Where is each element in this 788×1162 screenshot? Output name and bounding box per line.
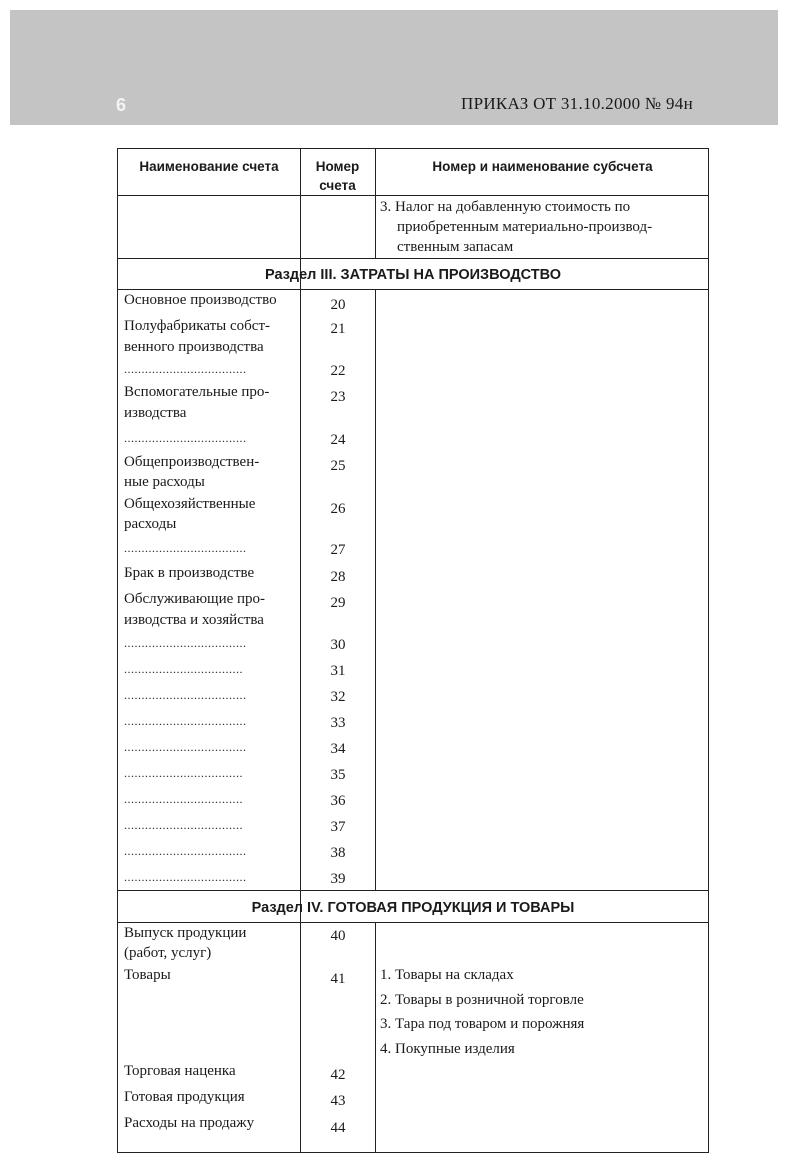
section-title: Раздел IV. ГОТОВАЯ ПРОДУКЦИЯ И ТОВАРЫ [251, 900, 575, 916]
account-number: 24 [330, 432, 346, 448]
account-name-placeholder: ................................... [124, 844, 247, 858]
account-name-placeholder: ................................... [124, 870, 247, 884]
account-name: изводства [124, 405, 187, 421]
subaccount-item: 3. Тара под товаром и порожняя [380, 1016, 585, 1032]
account-name: Общехозяйственные [124, 496, 256, 512]
account-number: 23 [330, 389, 346, 405]
subaccount-item: 1. Товары на складах [380, 967, 514, 983]
running-head: ПРИКАЗ ОТ 31.10.2000 № 94н [461, 94, 693, 113]
page-number: 6 [116, 95, 127, 115]
account-number: 36 [330, 793, 346, 809]
accounts-table [117, 148, 709, 1153]
column-divider-2c [375, 922, 376, 1153]
account-number: 21 [330, 321, 346, 337]
account-number: 34 [330, 741, 346, 757]
account-number: 43 [330, 1093, 346, 1109]
account-name: Брак в производстве [124, 565, 255, 581]
account-number: 31 [330, 663, 346, 679]
account-name: изводства и хозяйства [124, 612, 264, 628]
subaccount-item: 4. Покупные изделия [380, 1041, 515, 1057]
account-name-placeholder: ................................... [124, 362, 247, 376]
account-name-placeholder: ................................... [124, 636, 247, 650]
row-rule [118, 258, 708, 259]
account-name-placeholder: ................................... [124, 688, 247, 702]
account-name-placeholder: ................................... [124, 431, 247, 445]
account-number: 42 [330, 1067, 346, 1083]
account-number: 33 [330, 715, 346, 731]
account-number: 40 [330, 928, 346, 944]
account-name-placeholder: ................................... [124, 740, 247, 754]
account-number: 38 [330, 845, 346, 861]
account-name-placeholder: .................................. [124, 766, 243, 780]
header-account-number-1: Номер [315, 159, 360, 174]
header-account-name: Наименование счета [139, 159, 279, 174]
account-name: Вспомогательные про- [124, 384, 270, 400]
continuation-line: ственным запасам [397, 239, 514, 255]
account-number: 22 [330, 363, 346, 379]
account-name: Выпуск продукции [124, 925, 247, 941]
row-rule [118, 890, 708, 891]
account-name-placeholder: .................................. [124, 818, 243, 832]
account-number: 35 [330, 767, 346, 783]
account-number: 29 [330, 595, 346, 611]
column-divider-2b [375, 289, 376, 890]
continuation-line: приобретенным материально-производ- [397, 219, 653, 235]
account-name: Основное производство [124, 292, 277, 308]
account-number: 20 [330, 297, 346, 313]
section-title: Раздел III. ЗАТРАТЫ НА ПРОИЗВОДСТВО [264, 267, 562, 283]
account-name: Обслуживающие про- [124, 591, 266, 607]
account-name: венного производства [124, 339, 264, 355]
header-subaccount: Номер и наименование субсчета [432, 159, 653, 174]
account-name-placeholder: ................................... [124, 541, 247, 555]
account-number: 41 [330, 971, 346, 987]
account-number: 27 [330, 542, 346, 558]
header-rule [118, 195, 708, 196]
account-number: 28 [330, 569, 346, 585]
account-number: 44 [330, 1120, 346, 1136]
page-header-band [10, 10, 778, 125]
account-name: ные расходы [124, 474, 205, 490]
account-name: расходы [124, 516, 177, 532]
continuation-line: 3. Налог на добавленную стоимость по [380, 199, 631, 215]
account-number: 37 [330, 819, 346, 835]
account-number: 39 [330, 871, 346, 887]
account-name: (работ, услуг) [124, 945, 212, 961]
account-number: 30 [330, 637, 346, 653]
account-number: 32 [330, 689, 346, 705]
header-account-number-2: счета [319, 178, 356, 193]
account-name: Полуфабрикаты собст- [124, 318, 270, 334]
account-number: 25 [330, 458, 346, 474]
account-number: 26 [330, 501, 346, 517]
account-name-placeholder: .................................. [124, 792, 243, 806]
account-name: Готовая продукция [124, 1089, 245, 1105]
account-name: Общепроизводствен- [124, 454, 260, 470]
account-name-placeholder: ................................... [124, 714, 247, 728]
account-name: Расходы на продажу [124, 1115, 255, 1131]
account-name: Товары [124, 967, 171, 983]
subaccount-item: 2. Товары в розничной торговле [380, 992, 584, 1008]
account-name-placeholder: .................................. [124, 662, 243, 676]
account-name: Торговая наценка [124, 1063, 236, 1079]
